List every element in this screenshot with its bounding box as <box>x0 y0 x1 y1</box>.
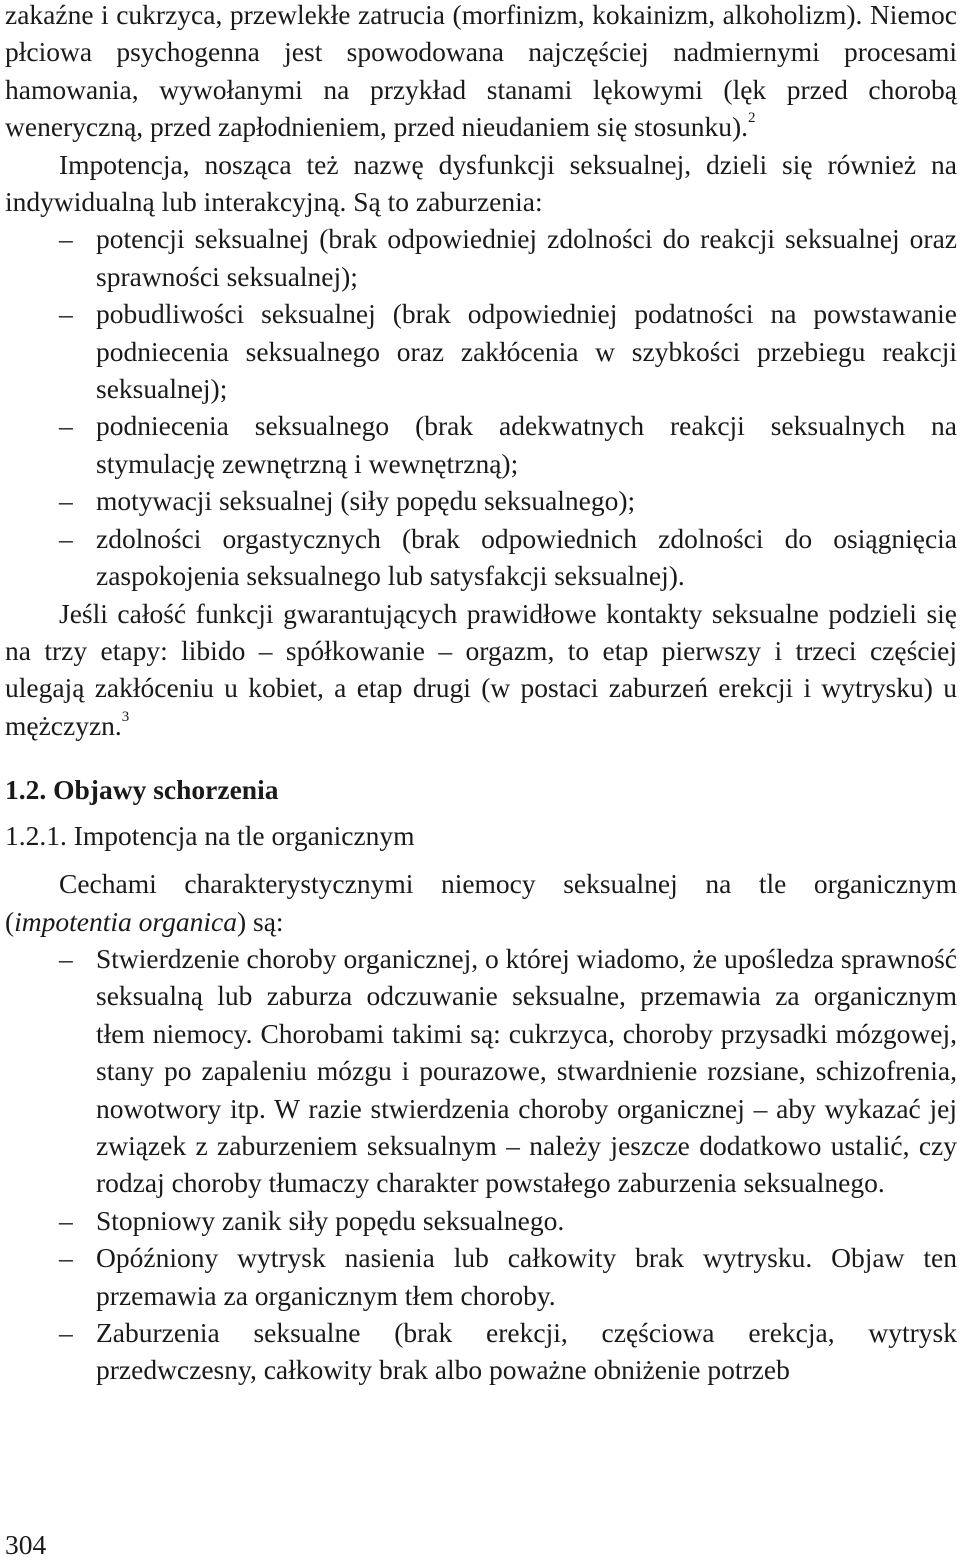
list-item <box>5 1202 957 1239</box>
list-item <box>5 1314 957 1389</box>
disorders-list <box>5 220 957 594</box>
spacer <box>5 856 957 865</box>
list-item-text: Zaburzenia seksualne (brak erekcji, częściowa erekcja, wytrysk przedwczesny, całkowity brak albo poważne obniżenie potrzeb <box>96 1317 957 1386</box>
dash-marker: – <box>59 410 73 442</box>
dash-marker: – <box>59 298 73 330</box>
list-item-text: zdolności orgastycznych (brak odpowiednich zdolności do osiągnięcia zaspokojenia seksualnego lub satysfakcji seksualnej). <box>96 522 957 592</box>
page-number: 304 <box>5 1529 47 1560</box>
paragraph-intro <box>5 865 957 940</box>
paragraph-continuation <box>5 0 957 146</box>
list-item <box>5 940 957 1202</box>
intro-text: Cechami charakterystycznymi niemocy seksualnej na tle organicznym ( <box>5 868 957 937</box>
list-item <box>5 407 957 482</box>
latin-term: impotentia organica <box>14 905 237 937</box>
symptoms-list <box>5 940 957 1389</box>
paragraph-text: zakaźne i cukrzyca, przewlekłe zatrucia (morfinizm, kokainizm, alkoholizm). Niemoc płciowa psychogenna jest spowodowana najczęściej nadmiernymi procesami hamowania, wywołanymi na przykład stanami lękowymi (lęk przed chorobą weneryczną, przed zapłodnieniem, przed nieudaniem się stosunku). <box>5 0 957 143</box>
list-item-text: pobudliwości seksualnej (brak odpowiedniej podatności na powstawanie podniecenia seksualnego oraz zakłócenia w szybkości przebiegu reakcji seksualnej); <box>96 298 957 405</box>
list-item <box>5 295 957 407</box>
dash-marker: – <box>59 522 73 554</box>
paragraph-text: Jeśli całość funkcji gwarantujących prawidłowe kontakty seksualne podzieli się na trzy etapy: libido – spółkowanie – orgazm, to etap pierwszy i trzeci częściej ulegają zakłóceniu u kobiet, a etap drugi (w postaci zaburzeń erekcji i wytrysku) u mężczyzn. <box>5 597 957 741</box>
dash-marker: – <box>59 942 73 974</box>
text-column <box>5 0 957 1389</box>
subsection-heading: 1.2.1. Impotencja na tle organicznym <box>5 820 415 852</box>
list-item <box>5 482 957 519</box>
dash-marker: – <box>59 1242 73 1274</box>
list-item <box>5 1239 957 1314</box>
intro-text-end: ) są: <box>236 905 284 937</box>
footnote-ref-3[interactable]: 3 <box>121 708 130 725</box>
footnote-ref-2[interactable]: 2 <box>747 110 756 127</box>
spacer <box>5 744 957 770</box>
paragraph-impotence-types: Impotencja, nosząca też nazwę dysfunkcji seksualnej, dzieli się również na indywidualną lub interakcyjną. Są to zaburzenia: <box>5 148 957 218</box>
list-item-text: Stopniowy zanik siły popędu seksualnego. <box>96 1204 565 1236</box>
list-item-text: potencji seksualnej (brak odpowiedniej zdolności do reakcji seksualnej oraz sprawności seksualnej); <box>96 223 957 292</box>
paragraph-stages <box>5 595 957 745</box>
list-item-text: Stwierdzenie choroby organicznej, o której wiadomo, że upośledza sprawność seksualną lub zaburza odczuwanie seksualne, przemawia za organicznym tłem niemocy. Chorobami takimi są: cukrzyca, choroby przysadki mózgowej, stany po zapaleniu mózgu i pourazowe, stwardnienie rozsiane, schizofrenia, nowotwory itp. W razie stwierdzenia choroby organicznej – aby wykazać jej związek z zaburzeniem seksualnym – należy jeszcze dodatkowo ustalić, czy rodzaj choroby tłumaczy charakter powstałego zaburzenia seksualnego. <box>96 942 957 1199</box>
list-item-text: motywacji seksualnej (siły popędu seksualnego); <box>96 485 636 517</box>
dash-marker: – <box>59 223 73 255</box>
dash-marker: – <box>59 1317 73 1348</box>
section-heading: 1.2. Objawy schorzenia <box>5 774 279 806</box>
list-item-text: Opóźniony wytrysk nasienia lub całkowity brak wytrysku. Objaw ten przemawia za organicznym tłem choroby. <box>96 1242 957 1311</box>
list-item-text: podniecenia seksualnego (brak adekwatnych reakcji seksualnych na stymulację zewnętrzną i wewnętrzną); <box>96 410 957 479</box>
dash-marker: – <box>59 485 73 517</box>
dash-marker: – <box>59 1204 73 1236</box>
list-item <box>5 520 957 595</box>
list-item <box>5 220 957 295</box>
